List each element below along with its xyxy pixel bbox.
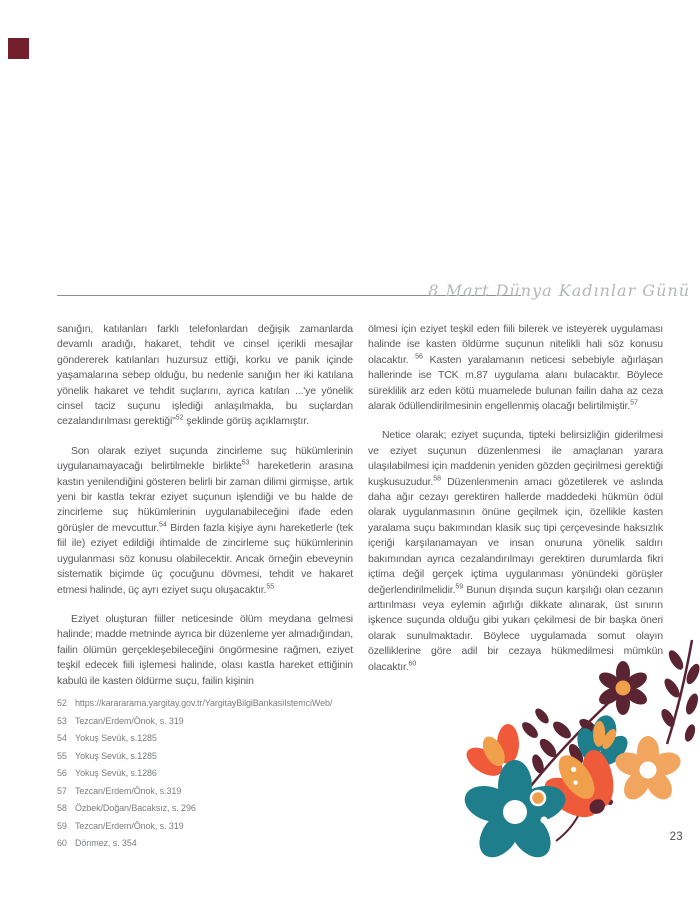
footnote-url-link[interactable]: https://karararama.yargitay.gov.tr/YargitayBilgiBankasiIstemciWeb/ bbox=[75, 698, 333, 708]
paragraph: sanığın, katılanları farklı telefonlardan değişik zamanlarda devamlı aradığı, hakaret, tehdit ve cinsel içerikli mesajlar göndererek katılanları huzursuz ettiği, korku ve panik içinde yaşamalarına sebep olduğu, bu nedenle sanığın her iki katılana yönelik hakaret ve tehdit suçlarını, ayrıca katılan ...'ye yönelik cinsel taciz suçunu işlediği anlaşılmakla, bu suçlardan cezalandırılması gerektiği"$^{52}$ şeklinde görüş açıklamıştır. bbox=[57, 323, 353, 428]
footnote-item bbox=[57, 787, 397, 797]
footnote-number: 54 bbox=[57, 733, 67, 743]
stem bbox=[556, 816, 578, 841]
footnote-item bbox=[57, 839, 397, 849]
paragraph: Eziyet oluşturan fiiller neticesinde ölüm meydana gelmesi halinde; madde metninde ayrıca bir düzenleme yer almadığından, failin ölümün gerçekleşebileceğini öngörmesine rağmen, eziyet teşkil edecek fiili işlemesi halinde, olası kastla hareket ettiğinin kabulü ile kasten öldürme suçu, failin kişinin bbox=[57, 612, 353, 687]
footnote-reference: 58 bbox=[433, 475, 441, 483]
footnote-reference: 59 bbox=[455, 583, 464, 590]
footnote-number: 60 bbox=[57, 838, 67, 848]
footnote-item bbox=[57, 804, 397, 814]
page-header-title: 8 Mart Dünya Kadınlar Günü bbox=[428, 281, 690, 300]
footnote-number: 57 bbox=[57, 785, 67, 796]
footnote-reference: 54 bbox=[158, 521, 167, 529]
footnote-reference: 60 bbox=[408, 660, 417, 668]
footnote-item bbox=[57, 699, 397, 709]
footnote-reference: 52 bbox=[175, 414, 184, 422]
footnote-text: Tezcan/Erdem/Önok, s. 319 bbox=[75, 820, 184, 831]
footnote-number: 58 bbox=[57, 803, 67, 813]
footnote-item bbox=[57, 769, 397, 779]
footnote-number: 52 bbox=[57, 698, 67, 708]
footnote-number: 59 bbox=[57, 820, 67, 831]
footnote-item bbox=[57, 752, 397, 762]
footnote-text: Yokuş Sevük, s.1285 bbox=[75, 733, 157, 743]
footnote-reference: 55 bbox=[266, 583, 275, 590]
footnote-number: 56 bbox=[57, 768, 67, 778]
page-corner-marker bbox=[8, 38, 29, 59]
flower-illustration bbox=[460, 630, 700, 890]
footnote-text: Tezcan/Erdem/Önok, s.319 bbox=[75, 785, 182, 796]
paragraph: ölmesi için eziyet teşkil eden fiili bilerek ve isteyerek uygulaması halinde ise kasten öldürme suçunun nitelikli hali söz konusu olacaktır. $^{56}$ Kasten yaralamanın neticesi sebebiyle ağırlaşan hallerinde ise TCK m.87 uygulama alanı bulacaktır. Böylece süreklilik arz eden kötü muamelede bulunan failin daha az ceza alarak ödüllendirilmesinin engellenmiş olacağı belirtilmiştir.$^{57}$ bbox=[368, 323, 663, 413]
footnote-reference: 56 bbox=[415, 353, 423, 361]
footnote-reference: 57 bbox=[630, 399, 638, 407]
big-teal-flower bbox=[460, 760, 570, 865]
footnote-text: Yokuş Sevük, s.1286 bbox=[75, 768, 157, 778]
footnote-text: Özbek/Doğan/Bacaksız, s. 296 bbox=[75, 803, 196, 813]
footnote-number: 53 bbox=[57, 715, 67, 726]
footnote-number: 55 bbox=[57, 750, 67, 761]
footnote-reference: 53 bbox=[241, 459, 250, 467]
page-number: 23 bbox=[669, 831, 683, 843]
footnote-list bbox=[57, 699, 397, 857]
footnote-item bbox=[57, 734, 397, 744]
paragraph: Netice olarak; eziyet suçunda, tipteki belirsizliğin giderilmesi ve eziyet suçunun düzenlenmesi ile amaçlanan yarara ulaşılabilmesi için maddenin yeniden gözden geçirilmesi gerektiği kuşkusuzudur.$^{58}$ Düzenlenmenin amacı gözetilerek ve aslında daha ağır cezayı gerektiren hallerde maddedeki hükmün ödül olarak uygulanmasının önüne geçilmek için, özellikle kasten yaralama suçu bakımından klasik suç tipi çerçevesinde haksızlık içeriği karşılanamayan ve insan onuruna yönelik saldırı bakımından ayrıca cezalandırılmayı gerektiren durumlarda fikri içtima değil gerçek içtima uygulanması yönündeki görüşler değerlendirilmelidir.$^{59}$ Bunun dışında suçun karşılığı olan cezanın arttırılması veya eylemin ağırlığı dikkate alınarak, üst sınırın işkence suçunda olduğu gibi yukarı çekilmesi de bir başka öneri olarak sunulmaktadır. Böylece uygulamada somut olayın özelliklerine göre adil bir cezaya hükmedilmesi mümkün olacaktır.$^{60}$ bbox=[368, 429, 663, 673]
footnote-text: Dönmez, s. 354 bbox=[75, 838, 137, 848]
text-column-left bbox=[57, 322, 353, 703]
paragraph: Son olarak eziyet suçunda zincirleme suç hükümlerinin uygulanamayacağı belirtilmekle birlikte$^{53}$ hareketlerin arasına kastın yenilendiğini gösteren belirli bir zaman dilimi girmişse, artık yeni bir kastla tekrar eziyet suçunun işlendiği ve bu halde de zincirleme suç hükümlerinin uygulanabileceğini ifade eden görüşler de mevcuttur.$^{54}$ Birden fazla kişiye aynı hareketlerle (tek fiil ile) eziyet edildiği ihtimalde de zincirleme suç hükümlerinin uygulanması söz konusu olabilecektir. Ancak örneğin ebeveynin sistematik biçimde üç çocuğunu dövmesi, tehdit ve hakaret etmesi halinde, üç ayrı eziyet suçu oluşacaktır.$^{55}$ bbox=[57, 444, 353, 596]
footnote-item bbox=[57, 822, 397, 832]
footnote-text: Yokuş Sevük, s.1285 bbox=[75, 750, 157, 761]
footnote-text: Tezcan/Erdem/Önok, s. 319 bbox=[75, 715, 184, 726]
footnote-item bbox=[57, 717, 397, 727]
